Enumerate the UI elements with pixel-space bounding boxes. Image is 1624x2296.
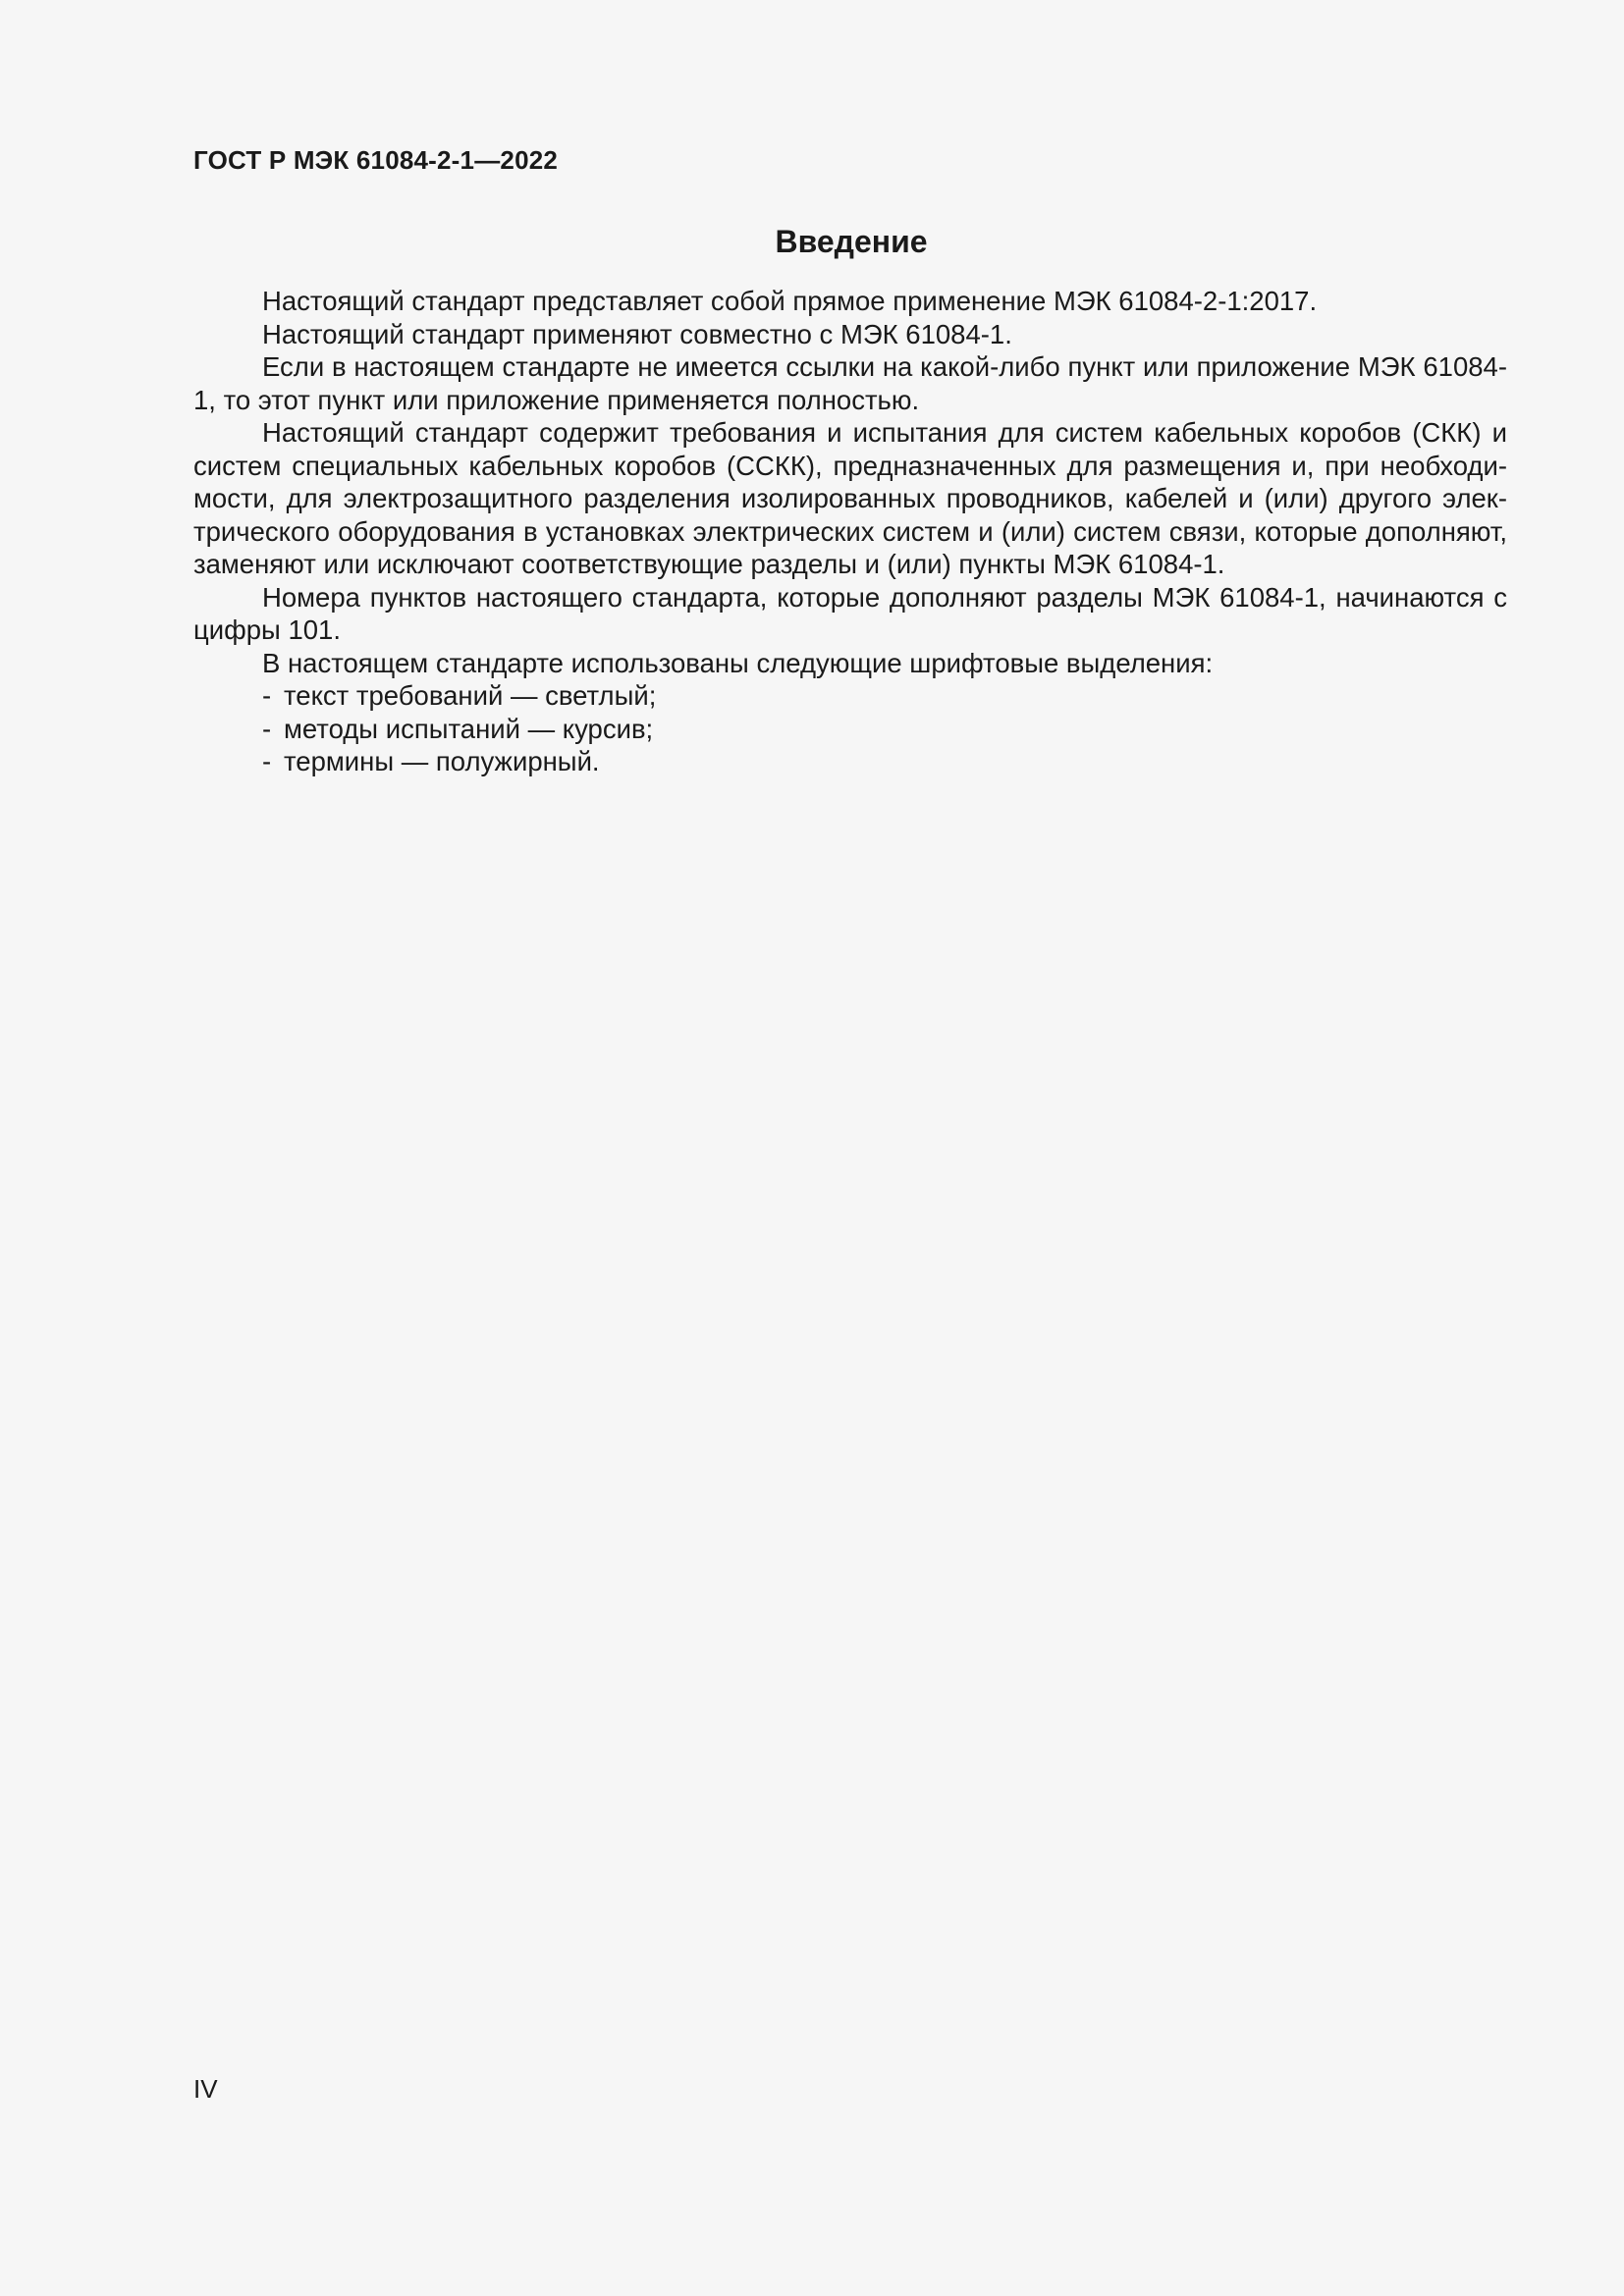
list-item (193, 679, 1507, 713)
paragraph: Настоящий стандарт представляет собой прямое применение МЭК 61084-2-1:2017. (262, 286, 1318, 316)
list-bullet: - (262, 713, 272, 744)
paragraph: Если в настоящем стандарте не имеется ссылки на какой-либо пункт или приложение МЭК 61084-1, то этот пункт или приложение применяется полностью. (193, 351, 1507, 415)
paragraph: Настоящий стандарт содержит требования и испытания для систем кабельных коробов (СКК) и систем специальных кабельных коробов (ССКК), предназначенных для размещения и, при необходимости, для электрозащитного разделения изолированных проводников, кабелей и (или) другого электрического оборудования в установках электрических систем и (или) систем связи, которые дополняют, заменяют или исключают соответствующие разделы и (или) пункты МЭК 61084-1. (193, 417, 1507, 579)
section-title: Введение (775, 224, 928, 259)
list-item (193, 713, 1507, 746)
paragraph: Номера пунктов настоящего стандарта, которые дополняют разделы МЭК 61084-1, начинаются с цифры 101. (193, 581, 1507, 645)
document-code-header: ГОСТ Р МЭК 61084-2-1—2022 (193, 145, 559, 175)
list-item (193, 745, 1507, 778)
list-item-text: методы испытаний — курсив; (284, 713, 654, 744)
list-item-text: текст требований — светлый; (284, 680, 657, 711)
paragraph: Настоящий стандарт применяют совместно с МЭК 61084-1. (262, 318, 1012, 349)
list-bullet: - (262, 746, 272, 776)
list-bullet: - (262, 680, 272, 711)
paragraph: В настоящем стандарте использованы следующие шрифтовые выделения: (262, 647, 1214, 678)
document-body (193, 285, 1507, 778)
page-number: IV (193, 2074, 218, 2104)
font-conventions-list (193, 679, 1507, 778)
list-item-text: термины — полужирный. (284, 746, 600, 776)
